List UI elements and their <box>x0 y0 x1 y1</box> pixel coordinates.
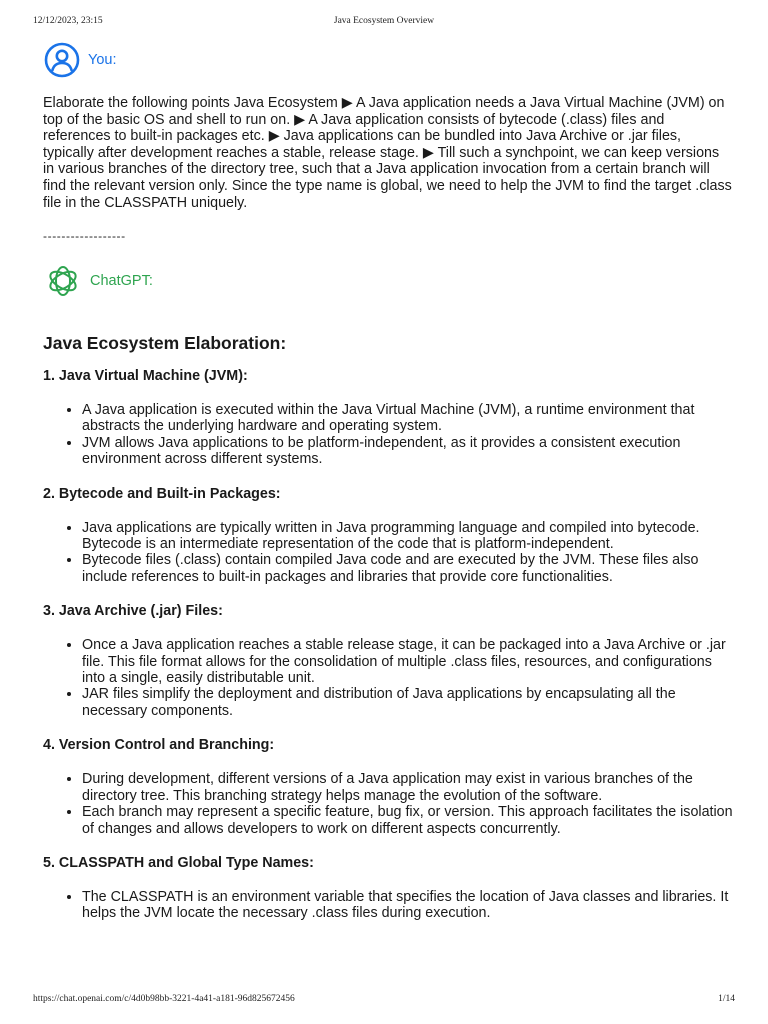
print-datetime: 12/12/2023, 23:15 <box>33 16 103 26</box>
list-item: • A Java application is executed within the Java Virtual Machine (JVM), a runtime environment that abstracts the underlying hardware and operating system. <box>82 402 733 435</box>
section-title-jvm: 1. Java Virtual Machine (JVM): <box>43 368 248 384</box>
assistant-speaker <box>44 262 153 300</box>
bullet-list-version-control <box>43 771 733 837</box>
user-prompt-text: Elaborate the following points Java Ecosystem ▶ A Java application needs a Java Virtual Machine (JVM) on top of the basic OS and shell to run on. ▶ A Java application consists of bytecode (.class) files and references to built-in packages etc. ▶ Java applications can be bundled into Java Archive or .jar files, typically after development reaches a stable, release stage. ▶ Till such a synchpoint, we can keep versions in various branches of the directory tree, such that a Java application invocation from a certain branch will find the relevant version only. Since the type name is global, we need to help the JVM to find the target .class file in the CLASSPATH uniquely. <box>43 95 732 211</box>
list-item: • JVM allows Java applications to be platform-independent, as it provides a consistent execution environment across different systems. <box>82 435 733 468</box>
answer-heading: Java Ecosystem Elaboration: <box>43 333 287 353</box>
bullet-list-classpath <box>43 889 733 922</box>
message-divider: ------------------ <box>43 229 126 243</box>
print-page-number: 1/14 <box>718 994 735 1004</box>
section-title-jar: 3. Java Archive (.jar) Files: <box>43 603 223 620</box>
bullet-list-bytecode <box>43 520 733 586</box>
assistant-speaker-label: ChatGPT: <box>90 273 153 289</box>
print-footer <box>33 994 735 1008</box>
user-speaker-label: You: <box>88 52 117 68</box>
list-item: • During development, different versions of a Java application may exist in various branches of the directory tree. This branching strategy helps manage the evolution of the software. <box>82 771 733 804</box>
openai-logo-icon <box>44 262 82 300</box>
print-header <box>33 16 735 30</box>
print-title: Java Ecosystem Overview <box>333 16 435 26</box>
print-url: https://chat.openai.com/c/4d0b98bb-3221-4a41-a181-96d825672456 <box>33 994 295 1004</box>
list-item: • JAR files simplify the deployment and distribution of Java applications by encapsulating all the necessary components. <box>82 686 733 719</box>
section-title-bytecode: 2. Bytecode and Built-in Packages: <box>43 485 281 502</box>
bullet-list-jar <box>43 637 733 719</box>
section-title-version-control: 4. Version Control and Branching: <box>43 737 275 754</box>
assistant-answer <box>43 333 733 940</box>
bullet-list-jvm <box>43 402 733 468</box>
user-speaker <box>44 42 117 78</box>
user-avatar-icon <box>44 42 80 78</box>
list-item: • Bytecode files (.class) contain compiled Java code and are executed by the JVM. These files also include references to built-in packages and libraries that provide core functionalities. <box>82 552 733 585</box>
list-item: • Once a Java application reaches a stable release stage, it can be packaged into a Java Archive or .jar file. This file format allows for the consolidation of multiple .class files, resources, and configurations into a single, easily distributable unit. <box>82 637 733 686</box>
list-item: • The CLASSPATH is an environment variable that specifies the location of Java classes and libraries. It helps the JVM locate the necessary .class files during execution. <box>82 889 733 922</box>
list-item: • Each branch may represent a specific feature, bug fix, or version. This approach facilitates the isolation of changes and allows developers to work on different aspects concurrently. <box>82 804 733 837</box>
list-item: • Java applications are typically written in Java programming language and compiled into bytecode. Bytecode is an intermediate representation of the code that is platform-independent. <box>82 520 733 553</box>
section-title-classpath: 5. CLASSPATH and Global Type Names: <box>43 854 314 871</box>
